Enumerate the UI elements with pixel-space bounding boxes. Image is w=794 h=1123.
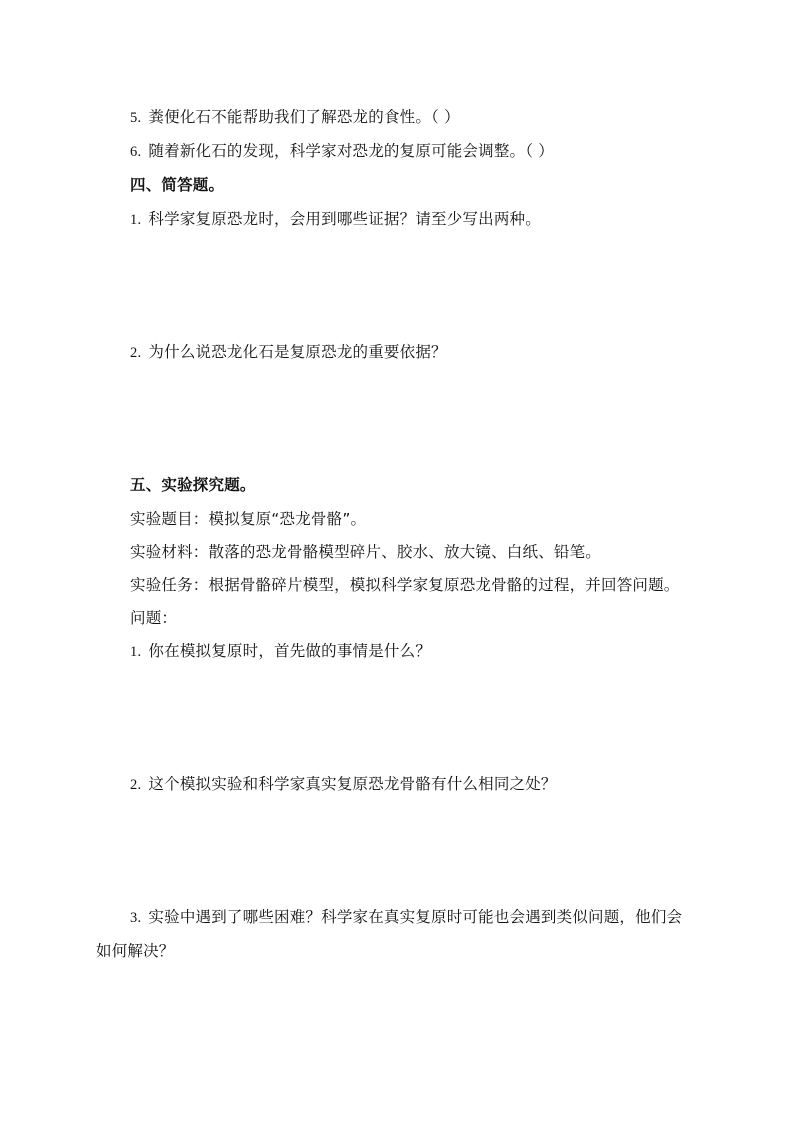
experiment-topic: 实验题目：模拟复原“恐龙骨骼”。 xyxy=(130,510,367,528)
question-number: 1. xyxy=(130,212,142,228)
judgment-item-6 xyxy=(130,140,554,163)
question-number: 1. xyxy=(130,644,142,660)
question-text: 科学家复原恐龙时，会用到哪些证据？请至少写出两种。 xyxy=(148,210,541,228)
section-four-heading: 四、简答题。 xyxy=(130,176,225,194)
experiment-materials: 实验材料：散落的恐龙骨骼模型碎片、胶水、放大镜、白纸、铅笔。 xyxy=(130,543,602,561)
question-number: 2. xyxy=(130,777,142,793)
question-text: 这个模拟实验和科学家真实复原恐龙骨骼有什么相同之处？ xyxy=(148,775,557,793)
judgment-item-5 xyxy=(130,106,460,129)
short-answer-question-2 xyxy=(130,341,447,364)
item-number: 5. xyxy=(130,110,142,126)
experiment-question-2 xyxy=(130,773,557,796)
questions-label: 问题： xyxy=(130,609,178,627)
item-text: 粪便化石不能帮助我们了解恐龙的食性。（ ） xyxy=(148,108,460,126)
experiment-question-1 xyxy=(130,640,431,663)
question-number: 3. xyxy=(130,910,142,926)
experiment-task: 实验任务：根据骨骼碎片模型，模拟科学家复原恐龙骨骼的过程，并回答问题。 xyxy=(130,576,680,594)
short-answer-question-1 xyxy=(130,208,541,231)
item-text: 随着新化石的发现，科学家对恐龙的复原可能会调整。（ ） xyxy=(148,142,555,160)
item-number: 6. xyxy=(130,144,142,160)
question-text: 为什么说恐龙化石是复原恐龙的重要依据？ xyxy=(148,343,447,361)
question-number: 2. xyxy=(130,345,142,361)
question-text-line-1: 实验中遇到了哪些困难？科学家在真实复原时可能也会遇到类似问题，他们会 xyxy=(148,908,683,926)
question-text: 你在模拟复原时，首先做的事情是什么？ xyxy=(148,642,432,660)
experiment-question-3-continuation: 如何解决？ xyxy=(96,942,175,960)
experiment-question-3 xyxy=(130,906,682,929)
section-five-heading: 五、实验探究题。 xyxy=(130,476,256,494)
